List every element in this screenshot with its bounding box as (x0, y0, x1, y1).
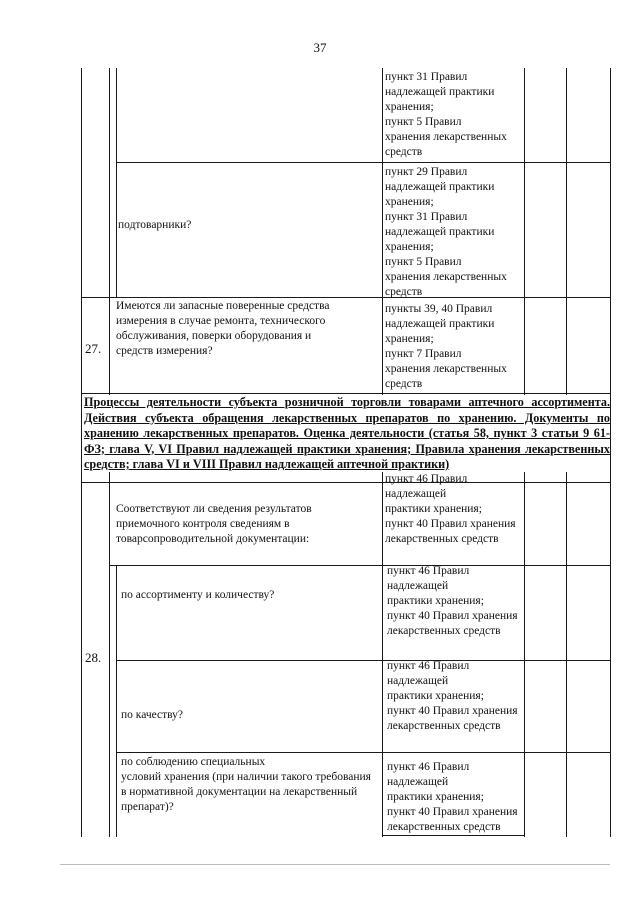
row1-refs: пункт 31 Правил надлежащей практики хранения; пункт 5 Правил хранения лекарственных средств (385, 71, 507, 158)
row28-sub3-question: по соблюдению специальных условий хранения (при наличии такого требования в нормативной документации на лекарственный препарат)? (121, 756, 371, 813)
row27-refs: пункты 39, 40 Правил надлежащей практики хранения; пункт 7 Правил хранения лекарственных средств (385, 303, 507, 390)
row28-refs: пункт 46 Правил надлежащей практики хранения; пункт 40 Правил хранения лекарственных средств (385, 473, 516, 545)
page-number: 37 (313, 40, 327, 55)
row28-sub2-refs: пункт 46 Правил надлежащей практики хранения; пункт 40 Правил хранения лекарственных средств (387, 660, 518, 732)
section-heading: Процессы деятельности субъекта розничной торговли товарами аптечного ассортимента. Действия субъекта обращения лекарственных препаратов по хранению. Документы по хранению лекарственных препаратов. Оценка деятельности (статья 58, пункт 3 статьи 9 61-ФЗ; глава V, VI Правил надлежащей практики хранения; Правила хранения лекарственных средств; глава VI и VIII Правил надлежащей аптечной практики) (84, 395, 610, 471)
row2-refs: пункт 29 Правил надлежащей практики хранения; пункт 31 Правил надлежащей практики хранения; пункт 5 Правил хранения лекарственных средств (385, 166, 507, 298)
row27-number: 27. (85, 341, 102, 356)
row28-sub2-question: по качеству? (121, 709, 184, 721)
row2-question: подтоварники? (118, 219, 192, 231)
row28-number: 28. (85, 650, 102, 665)
row28-sub1-question: по ассортименту и количеству? (121, 589, 275, 601)
row27-question: Имеются ли запасные поверенные средства измерения в случае ремонта, технического обслуживания, поверки оборудования и средств измерения? (116, 300, 330, 357)
row28-question: Соответствуют ли сведения результатов приемочного контроля сведениям в товарсопроводительной документации: (116, 503, 312, 545)
row28-sub3-refs: пункт 46 Правил надлежащей практики хранения; пункт 40 Правил хранения лекарственных средств (387, 761, 518, 833)
row28-sub1-refs: пункт 46 Правил надлежащей практики хранения; пункт 40 Правил хранения лекарственных средств (387, 565, 518, 637)
